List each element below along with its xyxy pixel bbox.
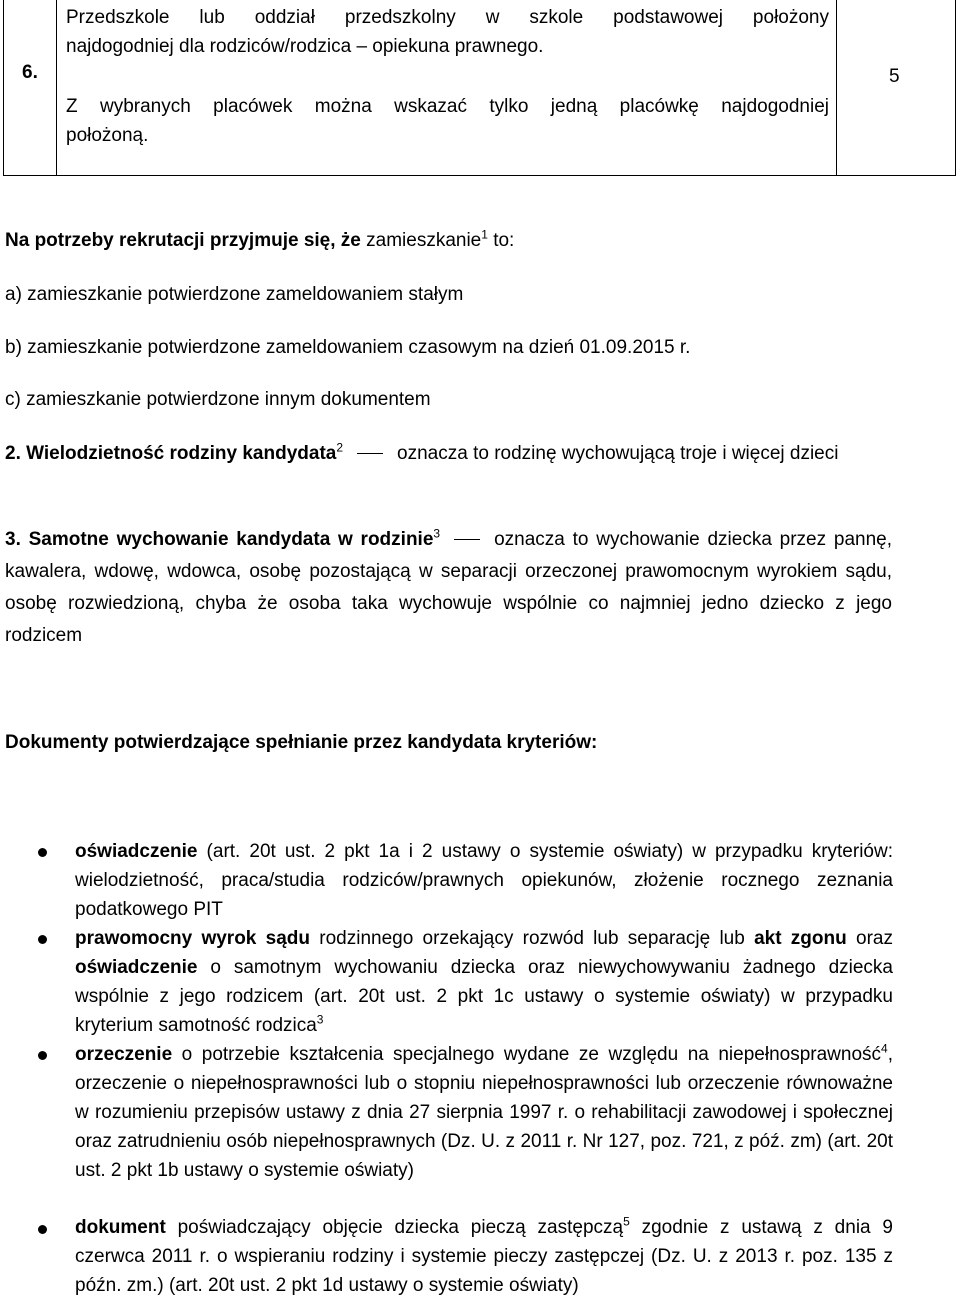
footnote-1: 1 bbox=[481, 227, 488, 242]
criterion-text-1 bbox=[66, 3, 829, 61]
bullet-2-bold-3: oświadczenie bbox=[75, 957, 198, 978]
residence-b: b) zamieszkanie potwierdzone zameldowaniem czasowym na dzień 01.09.2015 r. bbox=[5, 337, 691, 358]
documents-heading-text: Dokumenty potwierdzające spełnianie przez kandydata kryteriów: bbox=[5, 732, 598, 753]
bullet-4-bold: dokument bbox=[75, 1217, 166, 1238]
bullet-2-text bbox=[75, 924, 893, 1040]
footnote-3-ref: 3 bbox=[316, 1012, 324, 1027]
criterion-line-3: Z wybranych placówek można wskazać tylko jedną placówkę najdogodniej bbox=[66, 96, 829, 117]
residence-a: a) zamieszkanie potwierdzone zameldowaniem stałym bbox=[5, 284, 464, 305]
def2-text: oznacza to rodzinę wychowującą troje i więcej dzieci bbox=[397, 443, 839, 464]
bullet-1-rest: (art. 20t ust. 2 pkt 1a i 2 ustawy o systemie oświaty) w przypadku kryteriów: wielodzietność, praca/studia rodziców/prawnych opiekunów, złożenie rocznego zeznania podatkowego PIT bbox=[75, 841, 893, 920]
residence-intro bbox=[5, 227, 515, 252]
bullet-2-rest-1: rodzinnego orzekający rozwód lub separację lub bbox=[310, 928, 755, 949]
criterion-line-2: najdogodniej dla rodziców/rodzica – opiekuna prawnego. bbox=[66, 36, 544, 57]
criterion-line-1: Przedszkole lub oddział przedszkolny w szkole podstawowej położony bbox=[66, 7, 829, 28]
bullet-dot bbox=[38, 1051, 47, 1060]
bullet-4-rest-2: zgodnie z ustawą z dnia 9 czerwca 2011 r. o wspieraniu rodziny i systemie pieczy zastępczej (Dz. U. z 2013 r. poz. 135 z późn. zm.) (art. 20t ust. 2 pkt 1d ustawy o systemie oświaty) bbox=[75, 1217, 893, 1296]
footnote-4-ref: 4 bbox=[881, 1041, 888, 1056]
bullet-dot bbox=[38, 935, 47, 944]
footnote-3: 3 bbox=[433, 526, 441, 541]
footnote-5-ref: 5 bbox=[623, 1214, 630, 1229]
criteria-table-row bbox=[3, 0, 956, 176]
criterion-cell bbox=[56, 0, 837, 175]
residence-intro-end: to: bbox=[487, 230, 515, 251]
residence-intro-rest: zamieszkanie bbox=[360, 230, 482, 251]
bullet-dot bbox=[38, 1225, 47, 1234]
bullet-1-bold: oświadczenie bbox=[75, 841, 198, 862]
points-value: 5 bbox=[889, 66, 900, 87]
bullet-2-rest-3: o samotnym wychowaniu dziecka oraz niewychowywaniu żadnego dziecka wspólnie z jego rodzicem (art. 20t ust. 2 pkt 1c ustawy o systemie oświaty) w przypadku kryterium samotność rodzica bbox=[75, 957, 893, 1036]
residence-intro-bold: Na potrzeby rekrutacji przyjmuje się, że bbox=[5, 230, 361, 251]
def2-term: 2. Wielodzietność rodziny kandydata bbox=[5, 443, 337, 464]
bullet-4-text bbox=[75, 1213, 893, 1300]
residence-c: c) zamieszkanie potwierdzone innym dokumentem bbox=[5, 389, 431, 410]
bullet-2-bold-2: akt zgonu bbox=[754, 928, 847, 949]
row-number: 6. bbox=[22, 62, 38, 83]
bullet-3-text bbox=[75, 1040, 893, 1185]
dash bbox=[357, 453, 383, 454]
bullet-2-bold: prawomocny wyrok sądu bbox=[75, 928, 310, 949]
documents-heading bbox=[5, 732, 597, 754]
bullet-3-rest-1: o potrzebie kształcenia specjalnego wydane ze względu na niepełnosprawność bbox=[172, 1044, 882, 1065]
bullet-3-rest-2: , orzeczenie o niepełnosprawności lub o stopniu niepełnosprawności lub orzeczenie równoważne w rozumieniu przepisów ustawy z dnia 27 sierpnia 1997 r. o rehabilitacji zawodowej i społecznej oraz zatrudnieniu osób niepełnosprawnych (Dz. U. z 2011 r. Nr 127, poz. 721, z póź. zm) (art. 20t ust. 2 pkt 1b ustawy o systemie oświaty) bbox=[75, 1044, 893, 1181]
footnote-2: 2 bbox=[336, 440, 344, 455]
bullet-3-bold: orzeczenie bbox=[75, 1044, 173, 1065]
row-number-cell bbox=[4, 0, 57, 175]
criterion-text-2 bbox=[66, 92, 829, 150]
bullet-2-rest-2: oraz bbox=[846, 928, 893, 949]
criterion-line-4: położoną. bbox=[66, 125, 149, 146]
definition-large-family bbox=[5, 438, 892, 470]
def3-text: oznacza to wychowanie dziecka przez pannę, kawalera, wdowę, wdowca, osobę pozostającą w separacji orzeczonej prawomocnym wyrokiem sądu, osobę rozwiedzioną, chyba że osoba taka wychowuje wspólnie co najmniej jedno dziecko z jego rodzicem bbox=[5, 529, 892, 646]
def3-term: 3. Samotne wychowanie kandydata w rodzinie bbox=[5, 529, 434, 550]
bullet-dot bbox=[38, 848, 47, 857]
dash bbox=[454, 539, 480, 540]
bullet-4-rest-1: poświadczający objęcie dziecka pieczą zastępczą bbox=[165, 1217, 624, 1238]
bullet-1-text bbox=[75, 837, 893, 924]
definition-single-parent bbox=[5, 524, 892, 652]
